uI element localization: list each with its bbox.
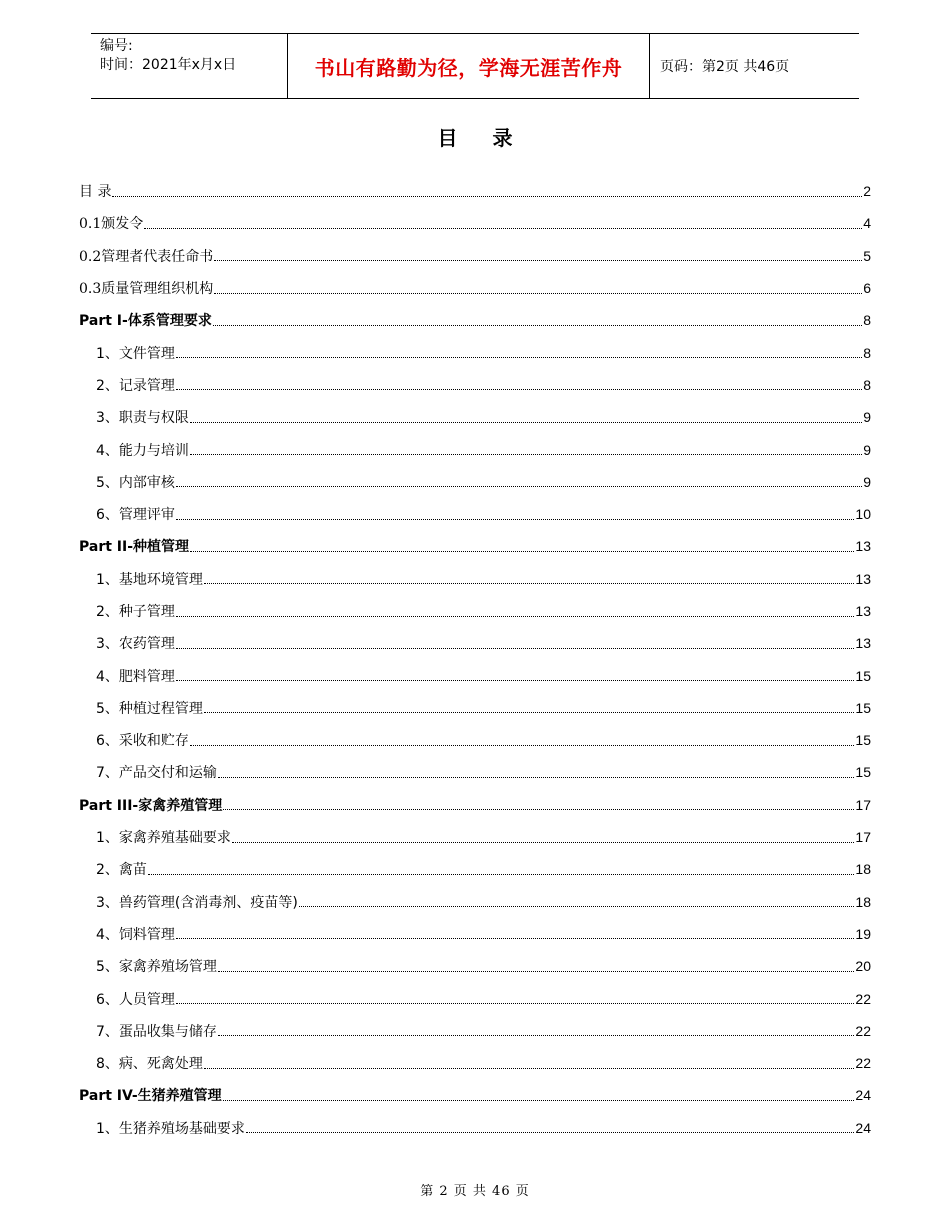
toc-entry-label: 3、农药管理: [96, 636, 175, 653]
toc-entry-label: 1、基地环境管理: [96, 571, 203, 588]
toc-entry[interactable]: [79, 692, 871, 724]
toc-dot-leader: [190, 745, 855, 746]
toc-dot-leader: [232, 842, 855, 843]
toc-entry[interactable]: [79, 207, 871, 239]
toc-title: 目 录: [437, 126, 527, 150]
toc-entry-page: 8: [863, 312, 871, 329]
toc-entry-page: 18: [855, 861, 871, 878]
toc-dot-leader: [144, 228, 862, 229]
toc-dot-leader: [214, 293, 862, 294]
toc-dot-leader: [190, 454, 862, 455]
toc-dot-leader: [204, 712, 855, 713]
toc-entry-page: 19: [855, 925, 871, 942]
toc-dot-leader: [176, 486, 862, 487]
toc-entry-label: Part III-家禽养殖管理: [79, 797, 223, 814]
toc-entry[interactable]: [79, 1079, 871, 1111]
toc-entry-label: 1、生猪养殖场基础要求: [96, 1120, 245, 1137]
toc-entry-page: 13: [855, 635, 871, 652]
toc-dot-leader: [190, 551, 854, 552]
toc-entry-label: 4、肥料管理: [96, 668, 175, 685]
toc-dot-leader: [223, 809, 854, 810]
toc-entry-label: 4、饲料管理: [96, 926, 175, 943]
toc-entry[interactable]: [79, 756, 871, 788]
toc-entry[interactable]: [79, 853, 871, 885]
toc-entry[interactable]: [79, 659, 871, 691]
toc-entry-label: 目 录: [79, 184, 112, 201]
toc-dot-leader: [176, 1003, 855, 1004]
toc-entry-label: 5、种植过程管理: [96, 700, 203, 717]
toc-entry[interactable]: [79, 1015, 871, 1047]
toc-entry[interactable]: [79, 336, 871, 368]
toc-entry-page: 24: [855, 1087, 871, 1104]
toc-entry[interactable]: [79, 401, 871, 433]
document-number-label: 编号:: [100, 38, 133, 54]
toc-entry[interactable]: [79, 595, 871, 627]
toc-entry-label: 2、种子管理: [96, 604, 175, 620]
toc-entry[interactable]: [79, 433, 871, 465]
toc-entry-label: 0.1颁发令: [79, 216, 144, 233]
toc-entry[interactable]: [79, 272, 871, 304]
toc-entry-label: 6、采收和贮存: [96, 733, 189, 750]
toc-entry-label: 1、家禽养殖基础要求: [96, 830, 231, 847]
toc-entry-label: 4、能力与培训: [96, 442, 189, 459]
toc-dot-leader: [176, 389, 862, 390]
toc-entry-page: 15: [855, 764, 871, 781]
toc-entry[interactable]: [79, 918, 871, 950]
toc-dot-leader: [176, 357, 862, 358]
toc-dot-leader: [218, 777, 855, 778]
toc-entry-page: 15: [855, 699, 871, 716]
toc-entry-page: 22: [855, 1022, 871, 1039]
toc-entry[interactable]: [79, 304, 871, 336]
toc-dot-leader: [176, 616, 855, 617]
toc-entry-label: 8、病、死禽处理: [96, 1056, 203, 1073]
toc-entry-page: 10: [855, 506, 871, 523]
toc-entry-page: 15: [855, 732, 871, 749]
toc-entry-label: 5、家禽养殖场管理: [96, 959, 217, 976]
toc-entry[interactable]: [79, 466, 871, 498]
toc-entry-page: 24: [855, 1119, 871, 1136]
toc-dot-leader: [218, 971, 855, 972]
toc-entry-page: 2: [863, 183, 871, 200]
toc-dot-leader: [176, 938, 855, 939]
toc-entry[interactable]: [79, 175, 871, 207]
document-time: 时间：2021年x月x日: [100, 57, 237, 73]
toc-entry-page: 13: [855, 603, 871, 619]
header-motto: 书山有路勤为径，学海无涯苦作舟: [287, 34, 650, 98]
toc-dot-leader: [204, 1068, 855, 1069]
toc-entry-page: 15: [855, 667, 871, 684]
toc-entry-page: 22: [855, 990, 871, 1007]
toc-entry[interactable]: [79, 530, 871, 562]
toc-entry-label: 3、兽药管理(含消毒剂、疫苗等): [96, 894, 298, 911]
toc-entry-label: 7、产品交付和运输: [96, 765, 217, 782]
toc-dot-leader: [246, 1132, 855, 1133]
toc-entry-page: 9: [863, 473, 871, 490]
toc-dot-leader: [299, 906, 855, 907]
toc-dot-leader: [176, 648, 855, 649]
toc-dot-leader: [214, 260, 862, 261]
toc-entry-label: 5、内部审核: [96, 474, 175, 491]
toc-entry[interactable]: [79, 627, 871, 659]
toc-dot-leader: [218, 1035, 855, 1036]
toc-entry-page: 8: [863, 376, 871, 393]
toc-dot-leader: [112, 196, 862, 197]
toc-dot-leader: [148, 874, 855, 875]
toc-entry-label: 3、职责与权限: [96, 410, 189, 427]
toc-entry-page: 5: [863, 247, 871, 264]
toc-entry-label: 6、人员管理: [96, 991, 175, 1008]
toc-dot-leader: [213, 325, 862, 326]
toc-entry-page: 17: [855, 796, 871, 813]
toc-entry-page: 13: [855, 570, 871, 587]
toc-entry-page: 8: [863, 344, 871, 361]
page-header: [91, 33, 859, 99]
toc-entry-label: 7、蛋品收集与储存: [96, 1023, 217, 1040]
toc-entry-page: 9: [863, 409, 871, 426]
toc-entry-label: 1、文件管理: [96, 345, 175, 362]
toc-entry-label: 6、管理评审: [96, 507, 175, 524]
toc-entry[interactable]: [79, 724, 871, 756]
toc-entry-page: 20: [855, 958, 871, 975]
toc-dot-leader: [176, 519, 855, 520]
toc-dot-leader: [223, 1100, 855, 1101]
toc-entry[interactable]: [79, 498, 871, 530]
toc-entry-label: 2、禽苗: [96, 862, 147, 879]
toc-entry-label: Part II-种植管理: [79, 539, 190, 556]
toc-entry[interactable]: [79, 240, 871, 272]
toc-entry[interactable]: [79, 886, 871, 918]
toc-entry-page: 9: [863, 441, 871, 458]
table-of-contents: [79, 175, 871, 1144]
toc-entry[interactable]: [79, 563, 871, 595]
toc-dot-leader: [190, 422, 862, 423]
toc-entry[interactable]: [79, 821, 871, 853]
toc-entry-label: 0.2管理者代表任命书: [79, 248, 214, 265]
page-footer: 第 2 页 共 46 页: [420, 1184, 530, 1199]
toc-dot-leader: [204, 583, 855, 584]
toc-dot-leader: [176, 680, 855, 681]
toc-entry-page: 17: [855, 829, 871, 846]
toc-entry[interactable]: [79, 950, 871, 982]
toc-entry[interactable]: [79, 789, 871, 821]
toc-entry-page: 13: [855, 538, 871, 555]
toc-entry[interactable]: [79, 982, 871, 1014]
toc-entry-label: 2、记录管理: [96, 377, 175, 394]
toc-entry[interactable]: [79, 1112, 871, 1144]
toc-entry-page: 4: [863, 215, 871, 232]
toc-entry[interactable]: [79, 1047, 871, 1079]
toc-entry-page: 22: [855, 1055, 871, 1072]
toc-entry-page: 18: [855, 893, 871, 910]
toc-entry-label: 0.3质量管理组织机构: [79, 281, 214, 298]
header-meta: [91, 34, 287, 98]
header-page-code: 页码：第2页 共46页: [660, 59, 790, 75]
toc-entry-label: Part IV-生猪养殖管理: [79, 1088, 222, 1105]
toc-entry-label: Part I-体系管理要求: [79, 313, 212, 330]
toc-entry-page: 6: [863, 280, 871, 297]
toc-entry[interactable]: [79, 369, 871, 401]
